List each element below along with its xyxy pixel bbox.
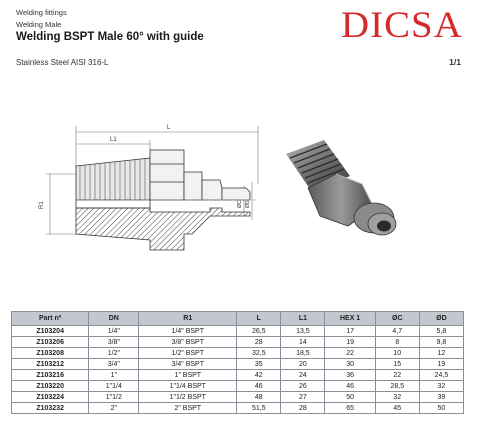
table-cell: 36 <box>325 370 375 381</box>
table-cell: 19 <box>419 359 463 370</box>
table-cell: 1"1/2 BSPT <box>139 392 237 403</box>
table-cell: 32 <box>419 381 463 392</box>
table-cell: 39 <box>419 392 463 403</box>
table-cell: Z103232 <box>12 403 89 414</box>
table-cell: 22 <box>325 348 375 359</box>
table-row <box>12 337 464 348</box>
table-cell: 1"1/4 <box>89 381 139 392</box>
technical-drawing <box>10 122 272 262</box>
table-cell: Z103206 <box>12 337 89 348</box>
category-label: Welding fittings <box>16 8 67 17</box>
dim-label-L: L <box>167 125 171 131</box>
table-cell: 1/4" <box>89 326 139 337</box>
table-cell: 28 <box>237 337 281 348</box>
table-cell: 42 <box>237 370 281 381</box>
table-cell: 50 <box>325 392 375 403</box>
fitting-section <box>76 200 256 250</box>
table-cell: Z103204 <box>12 326 89 337</box>
table-cell: 48 <box>237 392 281 403</box>
col-header: HEX 1 <box>325 312 375 326</box>
table-cell: 17 <box>325 326 375 337</box>
fitting-exterior <box>76 150 250 200</box>
table-cell: 22 <box>375 370 419 381</box>
table-cell: 1" BSPT <box>139 370 237 381</box>
table-cell: Z103224 <box>12 392 89 403</box>
table-cell: 1/2" BSPT <box>139 348 237 359</box>
table-cell: 3/8" BSPT <box>139 337 237 348</box>
table-row <box>12 326 464 337</box>
col-header: DN <box>89 312 139 326</box>
spec-table <box>11 311 464 414</box>
table-cell: 12 <box>419 348 463 359</box>
table-cell: 50 <box>419 403 463 414</box>
table-cell: Z103220 <box>12 381 89 392</box>
table-cell: 45 <box>375 403 419 414</box>
table-cell: 35 <box>237 359 281 370</box>
col-header: R1 <box>139 312 237 326</box>
table-cell: 15 <box>375 359 419 370</box>
table-cell: 28 <box>281 403 325 414</box>
table-cell: 13,5 <box>281 326 325 337</box>
table-cell: 2" <box>89 403 139 414</box>
table-cell: 8 <box>375 337 419 348</box>
table-cell: 28,5 <box>375 381 419 392</box>
table-cell: 26 <box>281 381 325 392</box>
render-weld-end <box>354 203 396 235</box>
dim-label-R1: R1 <box>39 201 45 209</box>
table-header-row <box>12 312 464 326</box>
table-cell: 18,5 <box>281 348 325 359</box>
table-row <box>12 359 464 370</box>
col-header: Part nº <box>12 312 89 326</box>
table-cell: 3/8" <box>89 337 139 348</box>
table-cell: 1" <box>89 370 139 381</box>
table-cell: 27 <box>281 392 325 403</box>
table-row <box>12 348 464 359</box>
table-cell: 9,8 <box>419 337 463 348</box>
page-number: 1/1 <box>449 57 461 67</box>
col-header: ØD <box>419 312 463 326</box>
table-cell: 46 <box>325 381 375 392</box>
table-cell: 30 <box>325 359 375 370</box>
dim-label-L1: L1 <box>110 137 117 143</box>
table-cell: 32,5 <box>237 348 281 359</box>
table-cell: Z103208 <box>12 348 89 359</box>
table-row <box>12 403 464 414</box>
table-cell: 65 <box>325 403 375 414</box>
subcategory-label: Welding Male <box>16 20 62 29</box>
table-cell: Z103212 <box>12 359 89 370</box>
table-cell: 1/2" <box>89 348 139 359</box>
col-header: L1 <box>281 312 325 326</box>
table-cell: 4,7 <box>375 326 419 337</box>
table-cell: 3/4" <box>89 359 139 370</box>
table-cell: 3/4" BSPT <box>139 359 237 370</box>
material-label: Stainless Steel AISI 316-L <box>16 58 109 67</box>
page-title: Welding BSPT Male 60° with guide <box>16 31 204 43</box>
dim-label-OD: ØD <box>245 200 251 208</box>
table-cell: 2" BSPT <box>139 403 237 414</box>
table-cell: 46 <box>237 381 281 392</box>
table-cell: 20 <box>281 359 325 370</box>
table-cell: 19 <box>325 337 375 348</box>
table-cell: 1"1/4 BSPT <box>139 381 237 392</box>
table-cell: 1"1/2 <box>89 392 139 403</box>
table-cell: Z103216 <box>12 370 89 381</box>
table-cell: 5,8 <box>419 326 463 337</box>
col-header: ØC <box>375 312 419 326</box>
table-cell: 10 <box>375 348 419 359</box>
table-cell: 26,5 <box>237 326 281 337</box>
table-cell: 24,5 <box>419 370 463 381</box>
dim-label-OC: ØC <box>237 200 243 208</box>
col-header: L <box>237 312 281 326</box>
fitting-3d-render <box>278 136 408 246</box>
table-cell: 1/4" BSPT <box>139 326 237 337</box>
table-cell: 14 <box>281 337 325 348</box>
table-row <box>12 392 464 403</box>
table-cell: 51,5 <box>237 403 281 414</box>
brand-logo: DICSA <box>341 5 463 46</box>
table-row <box>12 381 464 392</box>
table-row <box>12 370 464 381</box>
table-cell: 24 <box>281 370 325 381</box>
table-cell: 32 <box>375 392 419 403</box>
